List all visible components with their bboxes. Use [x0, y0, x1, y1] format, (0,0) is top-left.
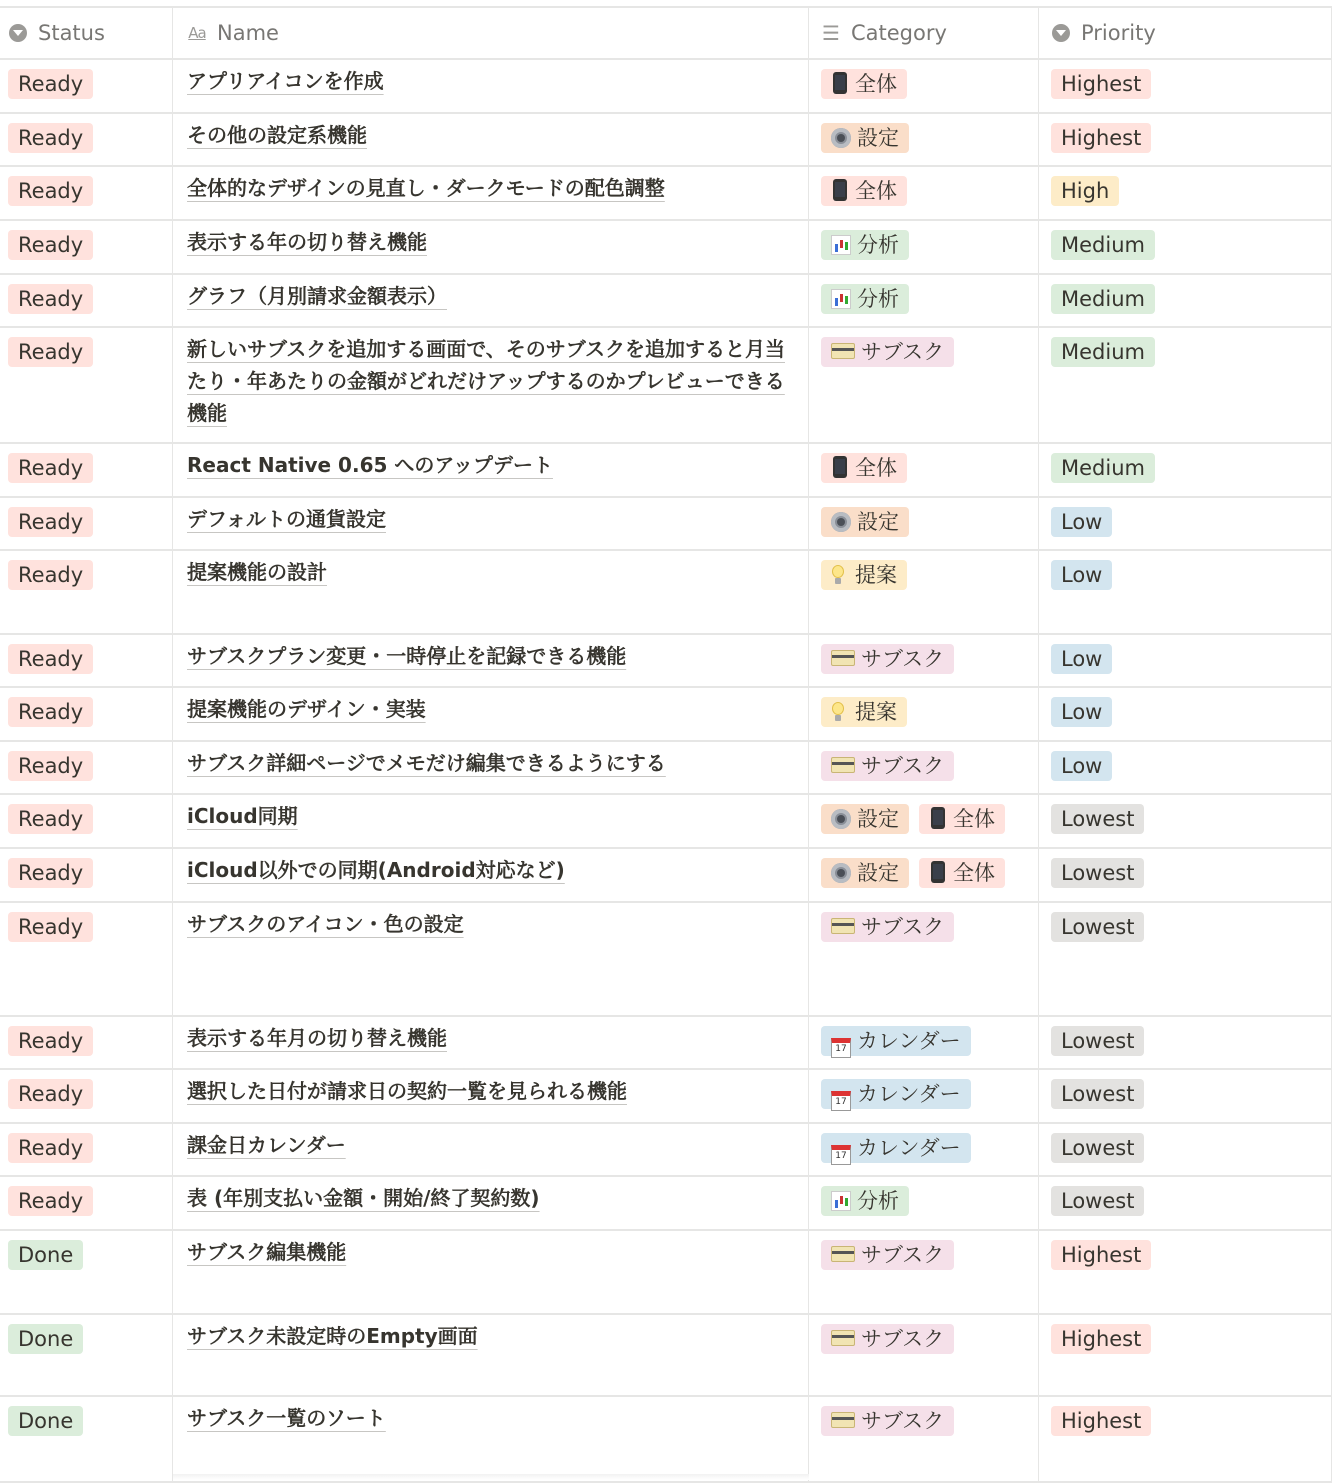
- category-cell[interactable]: [809, 795, 1039, 847]
- category-tag: [821, 1240, 954, 1270]
- category-cell[interactable]: [809, 1124, 1039, 1175]
- priority-cell[interactable]: [1039, 795, 1332, 847]
- status-cell[interactable]: [0, 849, 173, 901]
- page-title-link[interactable]: 提案機能の設計: [187, 560, 327, 584]
- status-cell[interactable]: [0, 1177, 173, 1229]
- text-property-icon: Aa: [188, 24, 206, 42]
- category-tag: [821, 644, 954, 674]
- priority-tag: Highest: [1051, 123, 1151, 153]
- name-cell[interactable]: [173, 1124, 809, 1175]
- page-title-link[interactable]: 表示する年月の切り替え機能: [187, 1026, 447, 1050]
- status-tag: Ready: [8, 1133, 93, 1163]
- table-row[interactable]: [0, 114, 1332, 167]
- priority-cell[interactable]: [1039, 1177, 1332, 1229]
- category-tag: [821, 230, 909, 260]
- table-row[interactable]: [0, 1124, 1332, 1177]
- priority-tag: Low: [1051, 644, 1112, 674]
- status-cell[interactable]: [0, 1017, 173, 1068]
- category-label: 設定: [857, 510, 899, 534]
- status-tag: Ready: [8, 507, 93, 537]
- card-icon: [831, 343, 855, 359]
- category-cell[interactable]: [809, 1315, 1039, 1395]
- category-label: 提案: [855, 563, 897, 587]
- table-header: [0, 6, 1332, 60]
- chart-icon: [831, 1191, 851, 1211]
- priority-tag: Lowest: [1051, 858, 1144, 888]
- table-row[interactable]: [0, 1231, 1332, 1315]
- category-tag: [821, 1406, 954, 1436]
- name-cell[interactable]: [173, 1315, 809, 1395]
- status-cell[interactable]: [0, 551, 173, 633]
- page-title-link[interactable]: サブスク編集機能: [187, 1240, 347, 1264]
- status-tag: Done: [8, 1240, 83, 1270]
- column-header-label: Category: [851, 21, 947, 45]
- status-tag: Ready: [8, 858, 93, 888]
- category-label: サブスク: [861, 340, 945, 364]
- category-cell[interactable]: [809, 328, 1039, 442]
- status-cell[interactable]: [0, 444, 173, 496]
- name-cell[interactable]: [173, 444, 809, 496]
- name-cell[interactable]: [173, 498, 809, 549]
- category-cell[interactable]: [809, 1017, 1039, 1068]
- status-cell[interactable]: [0, 498, 173, 549]
- priority-cell[interactable]: [1039, 903, 1332, 1015]
- priority-cell[interactable]: [1039, 1124, 1332, 1175]
- status-tag: Ready: [8, 230, 93, 260]
- priority-tag: Low: [1051, 751, 1112, 781]
- category-cell[interactable]: [809, 114, 1039, 165]
- table-row[interactable]: [0, 1315, 1332, 1397]
- name-cell[interactable]: [173, 795, 809, 847]
- priority-cell[interactable]: [1039, 688, 1332, 740]
- name-cell[interactable]: [173, 167, 809, 219]
- category-tag: [919, 804, 1005, 834]
- status-cell[interactable]: [0, 688, 173, 740]
- category-tag: [821, 912, 954, 942]
- category-label: 分析: [857, 233, 899, 257]
- name-cell[interactable]: [173, 635, 809, 686]
- phone-icon: [931, 861, 945, 883]
- page-title-link[interactable]: サブスク未設定時のEmpty画面: [187, 1324, 478, 1348]
- category-label: 設定: [857, 807, 899, 831]
- category-label: 全体: [855, 72, 897, 96]
- category-cell[interactable]: [809, 849, 1039, 901]
- priority-tag: Lowest: [1051, 1133, 1144, 1163]
- card-icon: [831, 918, 855, 934]
- page-title-link[interactable]: デフォルトの通貨設定: [187, 507, 386, 531]
- category-tag: [821, 337, 954, 367]
- name-cell[interactable]: [173, 742, 809, 793]
- page-title-link[interactable]: 提案機能のデザイン・実装: [187, 697, 426, 721]
- category-tag: [821, 69, 907, 99]
- category-label: 全体: [953, 861, 995, 885]
- category-cell[interactable]: [809, 1177, 1039, 1229]
- category-tag: [821, 697, 907, 727]
- category-label: 提案: [855, 700, 897, 724]
- status-tag: Ready: [8, 912, 93, 942]
- calendar-icon: 17: [831, 1145, 851, 1165]
- status-cell[interactable]: [0, 221, 173, 273]
- priority-tag: Lowest: [1051, 1026, 1144, 1056]
- status-tag: Ready: [8, 1079, 93, 1109]
- name-cell[interactable]: [173, 903, 809, 1015]
- table-row[interactable]: [0, 167, 1332, 221]
- calendar-icon: 17: [831, 1038, 851, 1058]
- gear-icon: [831, 128, 851, 148]
- table-row[interactable]: [0, 795, 1332, 849]
- phone-icon: [833, 179, 847, 201]
- category-cell[interactable]: [809, 1231, 1039, 1313]
- priority-tag: Medium: [1051, 337, 1155, 367]
- status-tag: Ready: [8, 1186, 93, 1216]
- status-cell[interactable]: [0, 1231, 173, 1313]
- category-tag: [821, 1186, 909, 1216]
- priority-tag: Medium: [1051, 453, 1155, 483]
- database-table: [0, 6, 1332, 1483]
- category-cell[interactable]: [809, 498, 1039, 549]
- priority-tag: Lowest: [1051, 1186, 1144, 1216]
- status-cell[interactable]: [0, 795, 173, 847]
- multi-select-property-icon: ☰: [822, 21, 840, 45]
- page-title-link[interactable]: サブスク一覧のソート: [187, 1406, 386, 1430]
- priority-cell[interactable]: [1039, 328, 1332, 442]
- page-title-link[interactable]: サブスク詳細ページでメモだけ編集できるようにする: [187, 751, 666, 775]
- priority-cell[interactable]: [1039, 221, 1332, 273]
- name-cell[interactable]: [173, 60, 809, 112]
- priority-cell[interactable]: [1039, 551, 1332, 633]
- category-label: サブスク: [861, 754, 945, 778]
- priority-cell[interactable]: [1039, 849, 1332, 901]
- table-row[interactable]: [0, 1070, 1332, 1124]
- category-tag: [821, 751, 954, 781]
- priority-tag: Low: [1051, 560, 1112, 590]
- scroll-shadow: [173, 1474, 809, 1480]
- table-row[interactable]: [0, 328, 1332, 444]
- category-label: 全体: [953, 807, 995, 831]
- page-title-link[interactable]: その他の設定系機能: [187, 123, 367, 147]
- name-cell[interactable]: [173, 688, 809, 740]
- category-label: サブスク: [861, 1327, 945, 1351]
- column-header-label: Priority: [1081, 21, 1156, 45]
- chart-icon: [831, 289, 851, 309]
- table-row[interactable]: [0, 903, 1332, 1017]
- priority-tag: High: [1051, 176, 1119, 206]
- priority-tag: Medium: [1051, 284, 1155, 314]
- status-tag: Ready: [8, 560, 93, 590]
- status-cell[interactable]: [0, 275, 173, 326]
- page-title-link[interactable]: iCloud同期: [187, 804, 298, 828]
- status-tag: Ready: [8, 453, 93, 483]
- table-row[interactable]: [0, 551, 1332, 635]
- page-title-link[interactable]: React Native 0.65 へのアップデート: [187, 453, 553, 477]
- priority-cell[interactable]: [1039, 1070, 1332, 1122]
- priority-tag: Highest: [1051, 1406, 1151, 1436]
- category-cell[interactable]: [809, 444, 1039, 496]
- page-title-link[interactable]: 課金日カレンダー: [187, 1133, 346, 1157]
- priority-cell[interactable]: [1039, 635, 1332, 686]
- gear-icon: [831, 863, 851, 883]
- table-row[interactable]: [0, 849, 1332, 903]
- category-label: サブスク: [861, 915, 945, 939]
- category-tag: [821, 858, 909, 888]
- phone-icon: [833, 456, 847, 478]
- category-tag: [821, 1026, 971, 1056]
- category-tag: [821, 176, 907, 206]
- table-row[interactable]: [0, 275, 1332, 328]
- name-cell[interactable]: [173, 1070, 809, 1122]
- category-tag: [821, 804, 909, 834]
- category-tag: [821, 507, 909, 537]
- column-header-status[interactable]: [0, 8, 173, 58]
- name-cell[interactable]: [173, 1017, 809, 1068]
- page-title-link[interactable]: 表示する年の切り替え機能: [187, 230, 427, 254]
- category-label: 設定: [857, 861, 899, 885]
- status-tag: Ready: [8, 123, 93, 153]
- table-row[interactable]: [0, 688, 1332, 742]
- status-cell[interactable]: [0, 167, 173, 219]
- category-cell[interactable]: [809, 903, 1039, 1015]
- status-tag: Done: [8, 1406, 83, 1436]
- status-tag: Ready: [8, 284, 93, 314]
- select-property-icon: [1051, 23, 1071, 43]
- category-cell[interactable]: [809, 688, 1039, 740]
- category-cell[interactable]: [809, 1397, 1039, 1481]
- category-label: 設定: [857, 126, 899, 150]
- table-row[interactable]: [0, 444, 1332, 498]
- column-header-name[interactable]: [173, 8, 809, 58]
- category-cell[interactable]: [809, 221, 1039, 273]
- page-title-link[interactable]: サブスクのアイコン・色の設定: [187, 912, 464, 936]
- category-label: 分析: [857, 1189, 899, 1213]
- table-row[interactable]: [0, 60, 1332, 114]
- category-label: カレンダー: [857, 1136, 961, 1160]
- priority-tag: Low: [1051, 507, 1112, 537]
- column-header-category[interactable]: [809, 8, 1039, 58]
- page-title-link[interactable]: 全体的なデザインの見直し・ダークモードの配色調整: [187, 176, 665, 200]
- calendar-icon: 17: [831, 1091, 851, 1111]
- priority-cell[interactable]: [1039, 1231, 1332, 1313]
- page-title-link[interactable]: iCloud以外での同期(Android対応など): [187, 858, 565, 882]
- status-tag: Ready: [8, 1026, 93, 1056]
- category-cell[interactable]: [809, 742, 1039, 793]
- priority-tag: Lowest: [1051, 1079, 1144, 1109]
- name-cell[interactable]: [173, 1397, 809, 1481]
- category-label: サブスク: [861, 1409, 945, 1433]
- card-icon: [831, 1330, 855, 1346]
- category-label: 全体: [855, 456, 897, 480]
- category-cell[interactable]: [809, 275, 1039, 326]
- status-tag: Ready: [8, 751, 93, 781]
- category-tag: [821, 1324, 954, 1354]
- table-row[interactable]: [0, 221, 1332, 275]
- priority-tag: Highest: [1051, 69, 1151, 99]
- status-cell[interactable]: [0, 114, 173, 165]
- status-cell[interactable]: [0, 1315, 173, 1395]
- category-tag: [821, 560, 907, 590]
- priority-cell[interactable]: [1039, 1017, 1332, 1068]
- status-tag: Ready: [8, 697, 93, 727]
- page-title-link[interactable]: グラフ（月別請求金額表示）: [187, 284, 447, 308]
- table-row[interactable]: [0, 1177, 1332, 1231]
- priority-cell[interactable]: [1039, 444, 1332, 496]
- category-tag: [821, 284, 909, 314]
- page-title-link[interactable]: サブスクプラン変更・一時停止を記録できる機能: [187, 644, 627, 668]
- status-tag: Ready: [8, 69, 93, 99]
- status-tag: Ready: [8, 804, 93, 834]
- name-cell[interactable]: [173, 328, 809, 442]
- priority-tag: Lowest: [1051, 912, 1144, 942]
- category-tag: [821, 1133, 971, 1163]
- category-label: カレンダー: [857, 1029, 961, 1053]
- category-label: カレンダー: [857, 1082, 961, 1106]
- priority-cell[interactable]: [1039, 60, 1332, 112]
- status-cell[interactable]: [0, 1397, 173, 1481]
- table-row[interactable]: [0, 1397, 1332, 1483]
- page-title-link[interactable]: 選択した日付が請求日の契約一覧を見られる機能: [187, 1079, 627, 1103]
- name-cell[interactable]: [173, 1231, 809, 1313]
- category-tag: [821, 453, 907, 483]
- status-cell[interactable]: [0, 328, 173, 442]
- status-cell[interactable]: [0, 60, 173, 112]
- status-cell[interactable]: [0, 1124, 173, 1175]
- phone-icon: [931, 807, 945, 829]
- name-cell[interactable]: [173, 551, 809, 633]
- name-cell[interactable]: [173, 221, 809, 273]
- status-tag: Ready: [8, 644, 93, 674]
- name-cell[interactable]: [173, 849, 809, 901]
- priority-cell[interactable]: [1039, 742, 1332, 793]
- gear-icon: [831, 512, 851, 532]
- priority-tag: Highest: [1051, 1324, 1151, 1354]
- priority-cell[interactable]: [1039, 1397, 1332, 1481]
- page-title-link[interactable]: 新しいサブスクを追加する画面で、そのサブスクを追加すると月当たり・年あたりの金額がどれだけアップするのかプレビューできる機能: [187, 337, 785, 425]
- table-body: [0, 60, 1332, 1483]
- page-title-link[interactable]: アプリアイコンを作成: [187, 69, 384, 93]
- table-row[interactable]: [0, 1017, 1332, 1070]
- priority-cell[interactable]: [1039, 1315, 1332, 1395]
- name-cell[interactable]: [173, 1177, 809, 1229]
- category-cell[interactable]: [809, 1070, 1039, 1122]
- priority-cell[interactable]: [1039, 114, 1332, 165]
- status-cell[interactable]: [0, 635, 173, 686]
- category-label: サブスク: [861, 1243, 945, 1267]
- chart-icon: [831, 235, 851, 255]
- name-cell[interactable]: [173, 114, 809, 165]
- category-cell[interactable]: [809, 60, 1039, 112]
- column-header-label: Status: [38, 21, 105, 45]
- category-tag: [821, 123, 909, 153]
- category-tag: [919, 858, 1005, 888]
- name-cell[interactable]: [173, 275, 809, 326]
- card-icon: [831, 1412, 855, 1428]
- priority-tag: Highest: [1051, 1240, 1151, 1270]
- card-icon: [831, 1246, 855, 1262]
- priority-tag: Medium: [1051, 230, 1155, 260]
- status-cell[interactable]: [0, 903, 173, 1015]
- status-tag: Ready: [8, 176, 93, 206]
- bulb-icon: [831, 702, 845, 722]
- priority-cell[interactable]: [1039, 275, 1332, 326]
- card-icon: [831, 650, 855, 666]
- category-label: 全体: [855, 179, 897, 203]
- category-tag: [821, 1079, 971, 1109]
- status-tag: Done: [8, 1324, 83, 1354]
- status-tag: Ready: [8, 337, 93, 367]
- category-cell[interactable]: [809, 167, 1039, 219]
- table-row[interactable]: [0, 635, 1332, 688]
- status-cell[interactable]: [0, 1070, 173, 1122]
- priority-tag: Lowest: [1051, 804, 1144, 834]
- category-label: 分析: [857, 287, 899, 311]
- category-label: サブスク: [861, 647, 945, 671]
- select-property-icon: [8, 23, 28, 43]
- gear-icon: [831, 809, 851, 829]
- category-cell[interactable]: [809, 635, 1039, 686]
- column-header-priority[interactable]: [1039, 8, 1332, 58]
- phone-icon: [833, 72, 847, 94]
- table-row[interactable]: [0, 742, 1332, 795]
- category-cell[interactable]: [809, 551, 1039, 633]
- table-row[interactable]: [0, 498, 1332, 551]
- bulb-icon: [831, 565, 845, 585]
- status-cell[interactable]: [0, 742, 173, 793]
- card-icon: [831, 757, 855, 773]
- priority-cell[interactable]: [1039, 498, 1332, 549]
- priority-cell[interactable]: [1039, 167, 1332, 219]
- column-header-label: Name: [217, 21, 279, 45]
- page-title-link[interactable]: 表 (年別支払い金額・開始/終了契約数): [187, 1186, 540, 1210]
- priority-tag: Low: [1051, 697, 1112, 727]
